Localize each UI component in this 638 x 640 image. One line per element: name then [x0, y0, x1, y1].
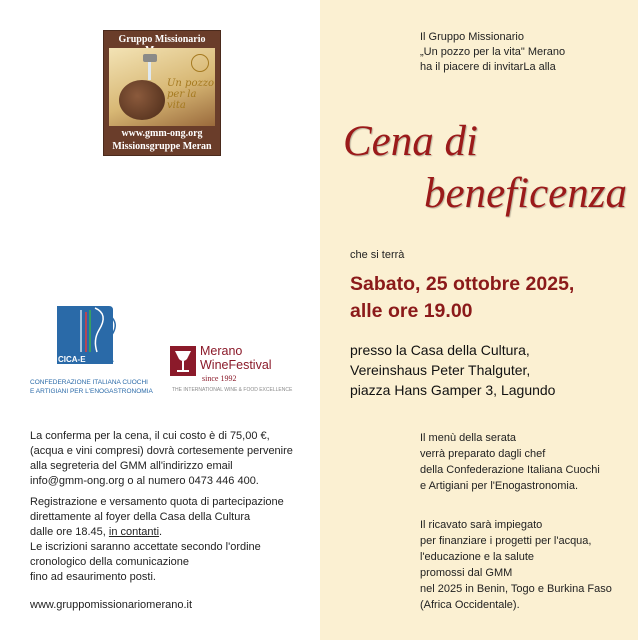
registration-line: Le iscrizioni saranno accettate secondo l'ordine — [30, 541, 261, 553]
child-photo — [119, 80, 165, 120]
winefestival-glyph-icon — [170, 346, 196, 376]
winefestival-since: since 1992 — [202, 374, 237, 383]
menu-line: verrà preparato dagli chef — [420, 448, 546, 460]
proceeds-line: Il ricavato sarà impiegato — [420, 519, 543, 531]
menu-line: e Artigiani per l'Enogastronomia. — [420, 480, 579, 492]
confirm-line: alla segreteria del GMM all'indirizzo email — [30, 460, 233, 472]
proceeds-line: promossi dal GMM — [420, 567, 513, 579]
menu-line: Il menù della serata — [420, 432, 516, 444]
logo-top-text: Gruppo Missionario — [118, 34, 206, 45]
intro-line: ha il piacere di invitarLa alla — [420, 61, 556, 73]
menu-line: della Confederazione Italiana Cuochi — [420, 464, 600, 476]
cica-caption-line2: E ARTIGIANI PER L'ENOGASTRONOMIA — [30, 388, 153, 395]
logo-script-line1: Un pozzo — [167, 78, 215, 89]
logo-photo — [109, 48, 215, 126]
winefestival-name-line1: Merano — [200, 344, 243, 358]
event-title-line2: beneficenza — [424, 170, 627, 217]
registration-line: cronologico della comunicazione — [30, 556, 189, 568]
confirm-line: La conferma per la cena, il cui costo è di 75,00 €, — [30, 430, 270, 442]
registration-line: fino ad esaurimento posti. — [30, 571, 156, 583]
registration-line: Registrazione e versamento quota di partecipazione — [30, 496, 284, 508]
che-si-terra: che si terrà — [350, 249, 405, 261]
proceeds-line: l'educazione e la salute — [420, 551, 535, 563]
registration-line — [30, 525, 162, 540]
confirm-line: info@gmm-ong.org o al numero 0473 446 400. — [30, 475, 259, 487]
event-time: alle ore 19.00 — [350, 300, 473, 322]
venue-line: Vereinshaus Peter Thalguter, — [350, 362, 531, 378]
event-title-line1: Cena di — [343, 118, 478, 165]
venue-line: presso la Casa della Cultura, — [350, 342, 530, 358]
logo-url: www.gmm-ong.org — [121, 128, 203, 139]
registration-time: dalle ore 18.45, — [30, 526, 109, 538]
logo-script-line2: per la vita — [167, 89, 197, 111]
seal-icon — [191, 54, 209, 72]
registration-period: . — [159, 526, 163, 538]
logo-script — [167, 78, 215, 111]
logo-bottom-text: Missionsgruppe Meran — [112, 141, 212, 152]
registration-line: direttamente al foyer della Casa della Cultura — [30, 511, 251, 523]
cica-caption — [30, 378, 153, 396]
winefestival-name-line2: WineFestival — [200, 358, 272, 372]
cica-label: CICA-E — [58, 355, 86, 364]
cica-caption-line1: CONFEDERAZIONE ITALIANA CUOCHI — [30, 379, 148, 386]
gmm-logo — [103, 30, 221, 156]
event-date: Sabato, 25 ottobre 2025, — [350, 273, 575, 295]
intro-line: Il Gruppo Missionario — [420, 31, 524, 43]
intro-line: „Un pozzo per la vita" Merano — [420, 46, 566, 58]
website-link[interactable]: www.gruppomissionariomerano.it — [30, 599, 193, 611]
confirm-line: (acqua e vini compresi) dovrà cortesemente pervenire — [30, 445, 293, 457]
venue-line: piazza Hans Gamper 3, Lagundo — [350, 382, 556, 398]
tap-icon — [143, 54, 157, 62]
proceeds-line: per finanziare i progetti per l'acqua, — [420, 535, 592, 547]
water-drop-icon — [148, 62, 151, 80]
proceeds-line: nel 2025 in Benin, Togo e Burkina Faso — [420, 583, 612, 595]
winefestival-name — [200, 344, 272, 372]
proceeds-line: (Africa Occidentale). — [420, 599, 520, 611]
winefestival-tagline: THE INTERNATIONAL WINE & FOOD EXCELLENCE — [172, 387, 293, 393]
payment-cash: in contanti — [108, 526, 160, 538]
